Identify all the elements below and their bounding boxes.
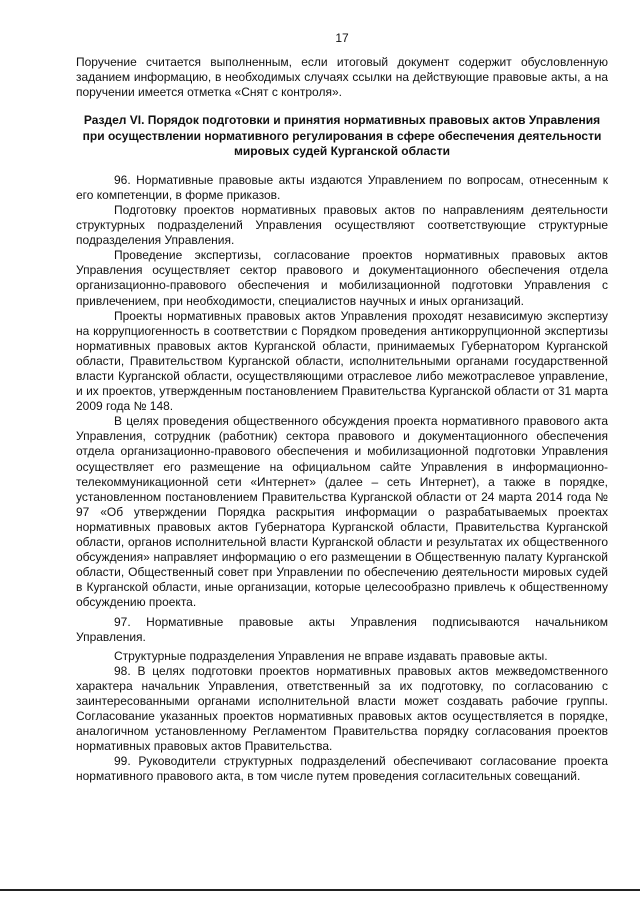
paragraph-99: 99. Руководители структурных подразделений обеспечивают согласование проекта нормативного правового акта, в том числе путем проведения согласительных совещаний. (76, 754, 608, 784)
paragraph-expertise: Проведение экспертизы, согласование проектов нормативных правовых актов Управления осуществляет сектор правового и документационного обеспечения отдела организационно-правового обеспечения и мобилизационной подготовки Управления с привлечением, при необходимости, специалистов научных и иных организаций. (76, 248, 608, 308)
page-number: 17 (335, 31, 349, 45)
paragraph-anticorruption: Проекты нормативных правовых актов Управления проходят независимую экспертизу на коррупциогенность в соответствии с Порядком проведения антикоррупционной экспертизы нормативных правовых актов Курганской области, принимаемых Губернатором Курганской области, Правительством Курганской области, исполнительными органами государственной власти Курганской области, осуществляющими отраслевое либо межотраслевое управление, и их проектов, утвержденным постановлением Правительства Курганской области от 31 марта 2009 года № 148. (76, 308, 608, 414)
paragraph-96: 96. Нормативные правовые акты издаются Управлением по вопросам, отнесенным к его компетенции, в форме приказов. (76, 172, 608, 202)
section-title: Раздел VI. Порядок подготовки и принятия нормативных правовых актов Управления при осуществлении нормативного регулирования в сфере обеспечения деятельности мировых судей Курганской области (82, 113, 602, 159)
document-page (76, 30, 608, 785)
paragraph-98: 98. В целях подготовки проектов нормативных правовых актов межведомственного характера начальник Управления, ответственный за их подготовку, по согласованию с заинтересованными органами исполнительной власти может создавать рабочие группы. Согласование указанных проектов нормативных правовых актов осуществляется в порядке, аналогичном установленному Регламентом Правительства порядку согласования проектов нормативных правовых актов Правительства. (76, 663, 608, 754)
paragraph-no-legal-acts: Структурные подразделения Управления не вправе издавать правовые акты. (114, 648, 548, 663)
paragraph-public-discussion: В целях проведения общественного обсуждения проекта нормативного правового акта Управления, сотрудник (работник) сектора правового и документационного обеспечения отдела организационно-правового обеспечения и мобилизационной подготовки Управления осуществляет его размещение на официальном сайте Управления в информационно-телекоммуникационной сети «Интернет» (далее – сеть Интернет), а также в порядке, установленном постановлением Правительства Курганской области от 24 марта 2014 года № 97 «Об утверждении Порядка раскрытия информации о разрабатываемых проектах нормативных правовых актов Губернатора Курганской области, Правительства Курганской области, органов исполнительной власти Курганской области и результатах их общественного обсуждения» направляет информацию о его размещении в Общественную палату Курганской области, Общественный совет при Управлении по обеспечению деятельности мировых судей в Курганской области, иные организации, которые целесообразно привлечь к общественному обсуждению проекта. (76, 414, 608, 610)
intro-paragraph: Поручение считается выполненным, если итоговый документ содержит обусловленную заданием информацию, в необходимых случаях ссылки на действующие правовые акты, а на поручении имеется отметка «Снят с контроля». (76, 55, 608, 100)
page-bottom-rule (0, 889, 640, 891)
paragraph-97: 97. Нормативные правовые акты Управления подписываются начальником Управления. (76, 614, 608, 644)
paragraph-drafting: Подготовку проектов нормативных правовых актов по направлениям деятельности структурных подразделений Управления осуществляют соответствующие структурные подразделения Управления. (76, 202, 608, 248)
